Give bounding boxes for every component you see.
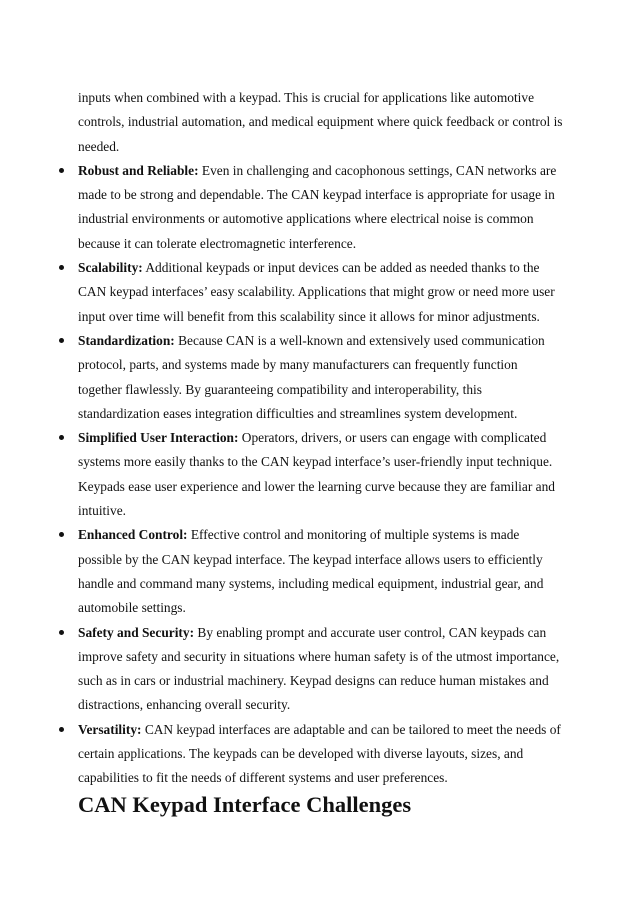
bullet-icon bbox=[59, 435, 64, 440]
item-term: Standardization: bbox=[78, 332, 175, 348]
document-body bbox=[78, 86, 564, 819]
bullet-icon bbox=[59, 727, 64, 732]
item-text: Operators, drivers, or users can engage with complicated systems more easily thanks to the CAN keypad interface’s user-friendly input technique. Keypads ease user experience and lower the learning curve because they are familiar and intuitive. bbox=[78, 430, 555, 519]
item-term: Versatility: bbox=[78, 721, 142, 737]
bullet-icon bbox=[59, 630, 64, 635]
list-item bbox=[78, 621, 564, 718]
item-term: Simplified User Interaction: bbox=[78, 430, 239, 446]
item-text: By enabling prompt and accurate user control, CAN keypads can improve safety and security in situations where human safety is of the utmost importance, such as in cars or industrial machinery. Keypad designs can reduce human mistakes and distractions, enhancing overall security. bbox=[78, 624, 560, 713]
bullet-icon bbox=[59, 168, 64, 173]
item-text: Even in challenging and cacophonous settings, CAN networks are made to be strong and dependable. The CAN keypad interface is appropriate for usage in industrial environments or automotive applications where electrical noise is common because it can tolerate electromagnetic interference. bbox=[78, 162, 557, 251]
intro-paragraph: inputs when combined with a keypad. This is crucial for applications like automotive controls, industrial automation, and medical equipment where quick feedback or control is needed. bbox=[78, 90, 563, 154]
item-term: Scalability: bbox=[78, 260, 143, 276]
item-term: Robust and Reliable: bbox=[78, 162, 199, 178]
section-heading: CAN Keypad Interface Challenges bbox=[78, 791, 412, 817]
bullet-icon bbox=[59, 265, 64, 270]
benefits-list bbox=[78, 159, 564, 791]
item-text: CAN keypad interfaces are adaptable and can be tailored to meet the needs of certain applications. The keypads can be developed with diverse layouts, sizes, and capabilities to fit the needs of different systems and user preferences. bbox=[78, 721, 561, 786]
item-text: Because CAN is a well-known and extensively used communication protocol, parts, and systems made by many manufacturers can frequently function together flawlessly. By guaranteeing compatibility and interoperability, this standardization eases integration difficulties and streamlines system development. bbox=[78, 332, 545, 421]
item-text: Additional keypads or input devices can be added as needed thanks to the CAN keypad interfaces’ easy scalability. Applications that might grow or need more user input over time will benefit from this scalability since it allows for minor adjustments. bbox=[78, 260, 555, 324]
list-item bbox=[78, 718, 564, 791]
list-item bbox=[78, 523, 564, 620]
item-term: Enhanced Control: bbox=[78, 527, 188, 543]
bullet-icon bbox=[59, 532, 64, 537]
item-text: Effective control and monitoring of multiple systems is made possible by the CAN keypad interface. The keypad interface allows users to efficiently handle and command many systems, including medical equipment, industrial gear, and automobile settings. bbox=[78, 527, 544, 616]
list-item bbox=[78, 329, 564, 426]
list-item bbox=[78, 256, 564, 329]
bullet-icon bbox=[59, 338, 64, 343]
item-term: Safety and Security: bbox=[78, 624, 195, 640]
list-item bbox=[78, 426, 564, 523]
list-item bbox=[78, 159, 564, 256]
